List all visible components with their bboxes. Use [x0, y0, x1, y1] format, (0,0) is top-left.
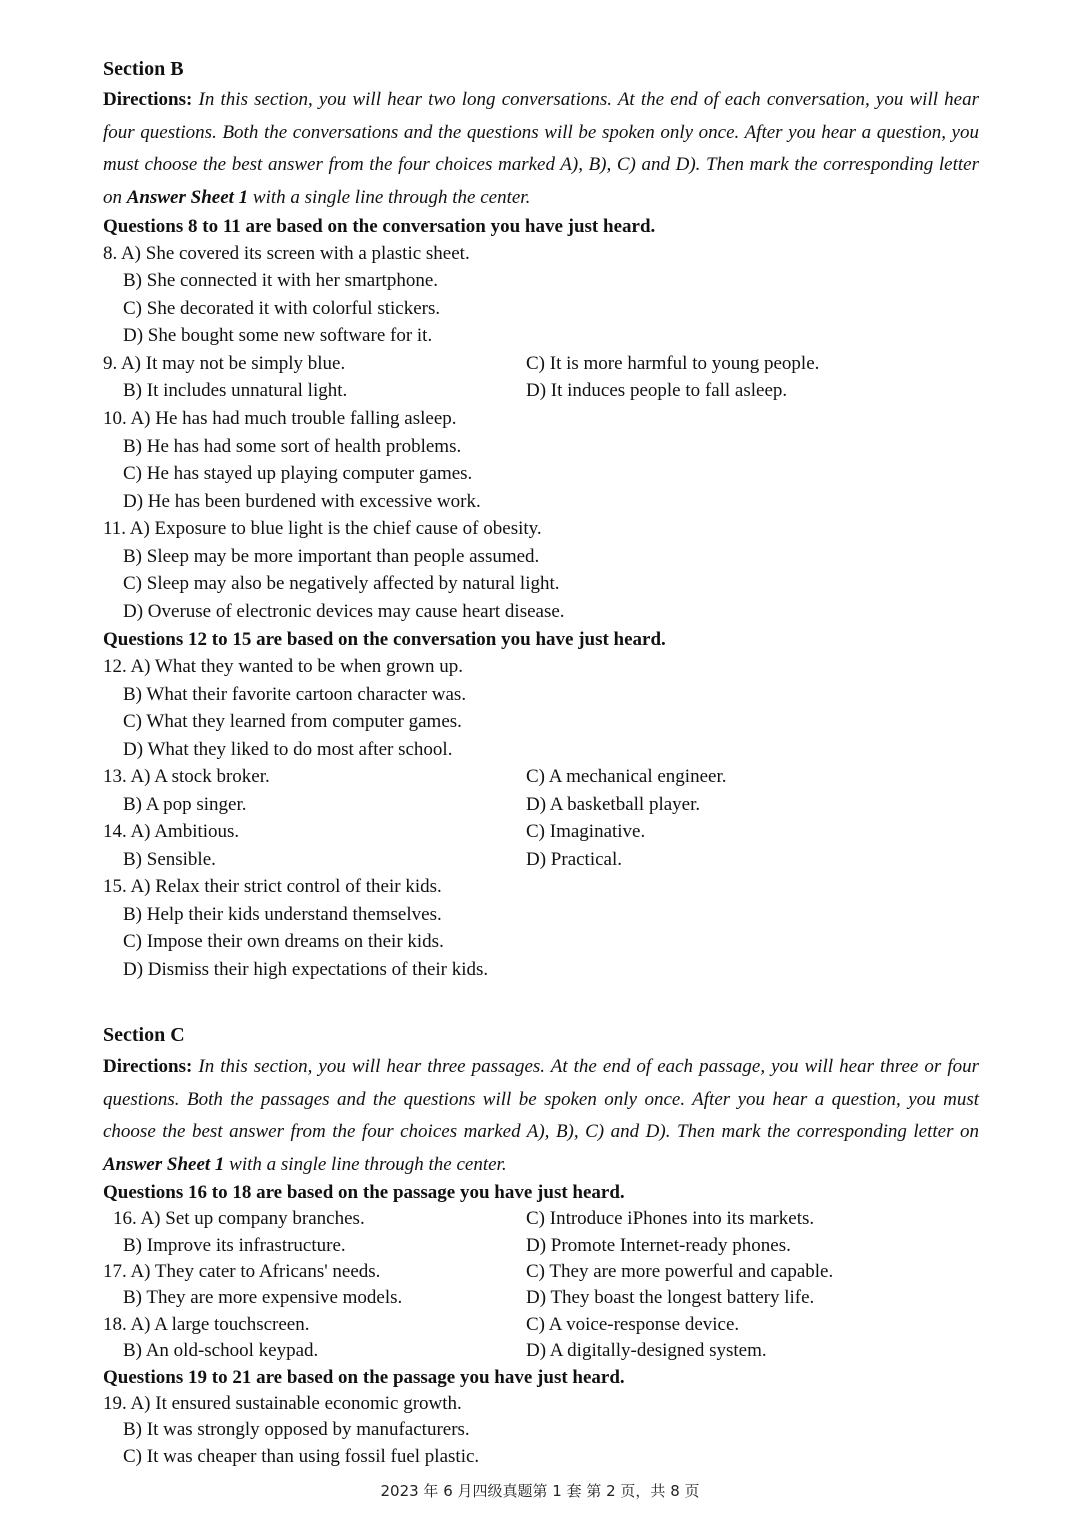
q12-option-d: D) What they liked to do most after school.: [123, 739, 453, 760]
q10-option-c: C) He has stayed up playing computer games.: [123, 463, 473, 484]
q17-option-c: C) They are more powerful and capable.: [526, 1261, 834, 1282]
directions-text-end: with a single line through the center.: [224, 1153, 507, 1175]
section-c-directions: [103, 1051, 979, 1181]
q19-option-a: 19. A) It ensured sustainable economic growth.: [103, 1393, 462, 1414]
q8-option-d: D) She bought some new software for it.: [123, 325, 433, 346]
question-group-heading: Questions 12 to 15 are based on the conversation you have just heard.: [103, 629, 666, 650]
q19-option-c: C) It was cheaper than using fossil fuel plastic.: [123, 1446, 480, 1467]
q8-option-b: B) She connected it with her smartphone.: [123, 270, 439, 291]
q16-option-d: D) Promote Internet-ready phones.: [526, 1235, 791, 1256]
q9-option-c: C) It is more harmful to young people.: [526, 353, 820, 374]
q16-option-b: B) Improve its infrastructure.: [123, 1235, 346, 1256]
q13-option-b: B) A pop singer.: [123, 794, 247, 815]
q18-option-c: C) A voice-response device.: [526, 1314, 740, 1335]
q16-option-c: C) Introduce iPhones into its markets.: [526, 1208, 815, 1229]
q8-option-a: 8. A) She covered its screen with a plastic sheet.: [103, 243, 470, 264]
question-group-heading: Questions 8 to 11 are based on the conversation you have just heard.: [103, 216, 656, 237]
q10-option-b: B) He has had some sort of health problems.: [123, 436, 462, 457]
q8-option-c: C) She decorated it with colorful stickers.: [123, 298, 441, 319]
q13-option-c: C) A mechanical engineer.: [526, 766, 727, 787]
q9-option-b: B) It includes unnatural light.: [123, 380, 348, 401]
q11-option-d: D) Overuse of electronic devices may cause heart disease.: [123, 601, 565, 622]
q17-option-a: 17. A) They cater to Africans' needs.: [103, 1261, 381, 1282]
section-b-directions: [103, 84, 979, 214]
q15-option-b: B) Help their kids understand themselves.: [123, 904, 442, 925]
q12-option-a: 12. A) What they wanted to be when grown up.: [103, 656, 464, 677]
q17-option-b: B) They are more expensive models.: [123, 1287, 403, 1308]
directions-text-end: with a single line through the center.: [248, 186, 531, 208]
q10-option-d: D) He has been burdened with excessive work.: [123, 491, 481, 512]
q11-option-c: C) Sleep may also be negatively affected by natural light.: [123, 573, 560, 594]
directions-text: In this section, you will hear three passages. At the end of each passage, you will hear three or four questions. Both the passages and the questions will be spoken only once. After you hear a question, you must choose the best answer from the four choices marked A), B), C) and D). Then mark the corresponding letter on: [103, 1056, 979, 1142]
q11-option-a: 11. A) Exposure to blue light is the chief cause of obesity.: [103, 518, 542, 539]
q12-option-b: B) What their favorite cartoon character was.: [123, 684, 467, 705]
q19-option-b: B) It was strongly opposed by manufacturers.: [123, 1419, 470, 1440]
directions-label: Directions:: [103, 89, 193, 110]
q16-option-a: 16. A) Set up company branches.: [113, 1208, 365, 1229]
directions-text: In this section, you will hear two long conversations. At the end of each conversation, you will hear four questions. Both the conversations and the questions will be spoken only once. After you hear a question, you must choose the best answer from the four choices marked A), B), C) and D). Then mark the corresponding letter on: [103, 89, 979, 208]
q15-option-a: 15. A) Relax their strict control of their kids.: [103, 876, 442, 897]
q14-option-c: C) Imaginative.: [526, 821, 646, 842]
q17-option-d: D) They boast the longest battery life.: [526, 1287, 815, 1308]
section-b-title: Section B: [103, 58, 184, 80]
section-c-title: Section C: [103, 1024, 185, 1046]
q18-option-a: 18. A) A large touchscreen.: [103, 1314, 310, 1335]
answer-sheet-ref: Answer Sheet 1: [126, 186, 249, 208]
q15-option-c: C) Impose their own dreams on their kids.: [123, 931, 444, 952]
q18-option-b: B) An old-school keypad.: [123, 1340, 319, 1361]
q15-option-d: D) Dismiss their high expectations of their kids.: [123, 959, 489, 980]
q14-option-d: D) Practical.: [526, 849, 623, 870]
answer-sheet-ref: Answer Sheet 1: [103, 1153, 225, 1175]
q18-option-d: D) A digitally-designed system.: [526, 1340, 767, 1361]
q13-option-a: 13. A) A stock broker.: [103, 766, 270, 787]
question-group-heading: Questions 19 to 21 are based on the passage you have just heard.: [103, 1367, 625, 1388]
q10-option-a: 10. A) He has had much trouble falling asleep.: [103, 408, 457, 429]
q11-option-b: B) Sleep may be more important than people assumed.: [123, 546, 540, 567]
q9-option-a: 9. A) It may not be simply blue.: [103, 353, 346, 374]
q14-option-b: B) Sensible.: [123, 849, 216, 870]
q9-option-d: D) It induces people to fall asleep.: [526, 380, 788, 401]
directions-label: Directions:: [103, 1056, 193, 1077]
question-group-heading: Questions 16 to 18 are based on the passage you have just heard.: [103, 1182, 625, 1203]
q12-option-c: C) What they learned from computer games.: [123, 711, 462, 732]
page-footer: 2023 年 6 月四级真题第 1 套 第 2 页，共 8 页: [380, 1482, 700, 1500]
q13-option-d: D) A basketball player.: [526, 794, 701, 815]
q14-option-a: 14. A) Ambitious.: [103, 821, 240, 842]
